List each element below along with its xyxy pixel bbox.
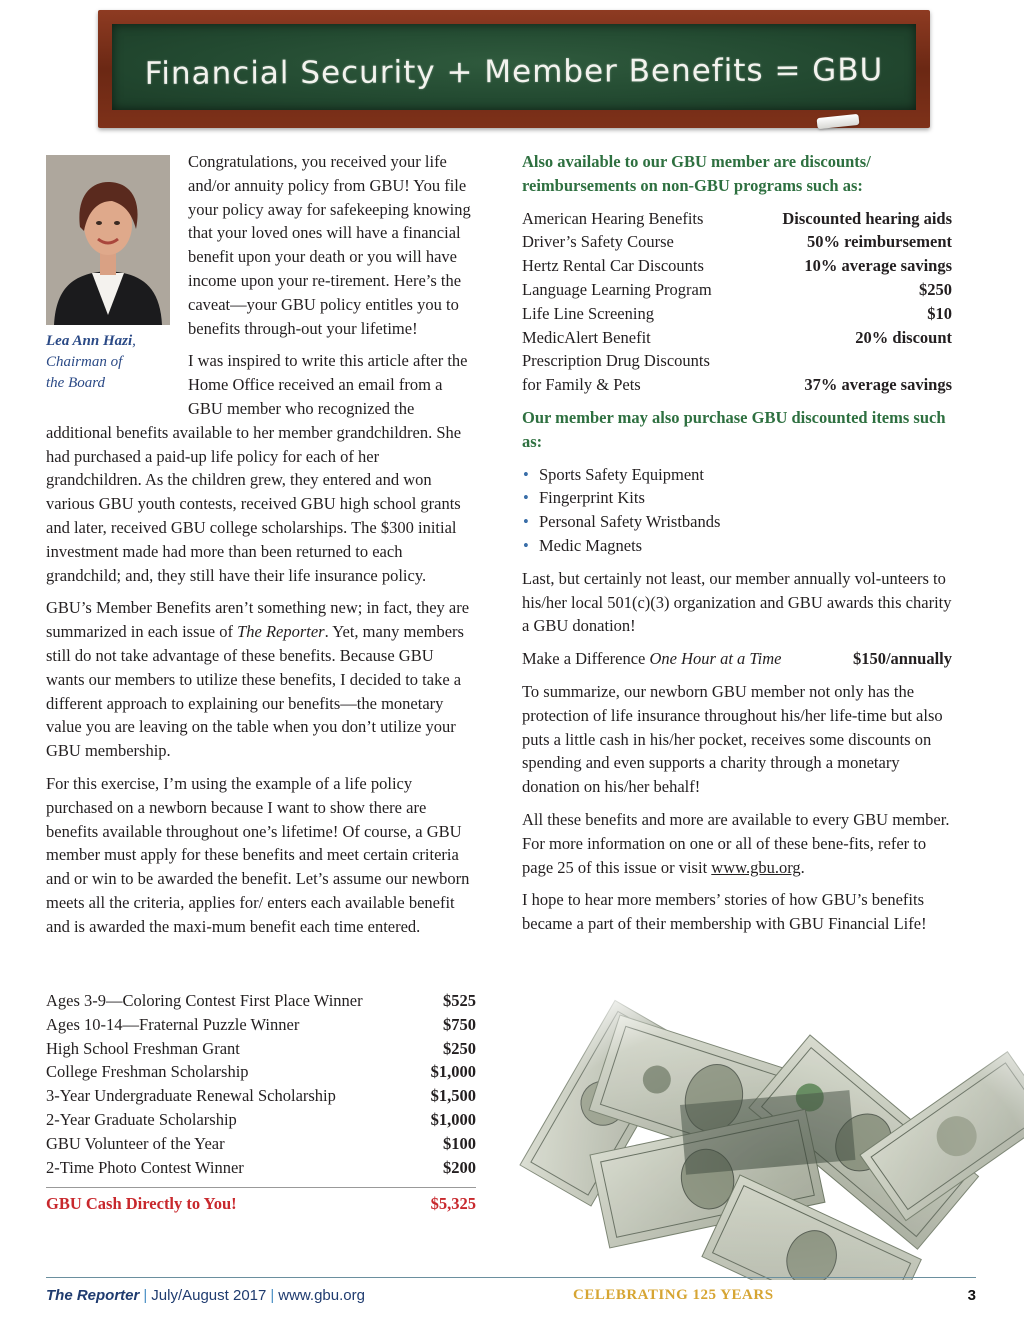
discount-value: Discounted hearing aids	[782, 208, 952, 228]
discount-value: 37% average savings	[804, 375, 952, 395]
award-row	[46, 989, 476, 1013]
discount-row	[522, 326, 952, 350]
closing-paragraph: I hope to hear more members’ stories of how GBU’s benefits became a part of their membership with GBU Financial Life!	[522, 890, 927, 934]
award-total-amount: $5,325	[430, 1194, 476, 1214]
list-item	[522, 534, 952, 558]
list-item	[522, 510, 952, 534]
chalkboard-banner	[98, 10, 930, 128]
author-title-line1: Chairman of	[46, 354, 123, 370]
discount-value: 50% reimbursement	[807, 232, 952, 252]
more-info-paragraph	[522, 808, 952, 879]
award-amount: $525	[443, 991, 476, 1010]
left-column	[46, 150, 476, 948]
award-label: 3-Year Undergraduate Renewal Scholarship	[46, 1086, 336, 1106]
footer-separator: |	[270, 1287, 275, 1304]
total-divider	[46, 1187, 476, 1188]
inspiration-paragraph: I was inspired to write this article after the Home Office received an email from a GBU member who recognized the additional benefits available to her member grandchildren. She had purchased a paid-up life policy for each of her grandchildren. As the children grew, they entered and won various GBU youth contests, received GBU high school grants and later, received GBU college scholarships. The $300 initial investment made had more than been returned to each grandchild; and, they still have their life insurance policy.	[46, 351, 468, 585]
award-row	[46, 1060, 476, 1084]
discount-value: $250	[919, 279, 952, 299]
discount-row	[522, 254, 952, 278]
list-item-label: Medic Magnets	[539, 535, 643, 555]
charity-label-text: Make a Difference	[522, 649, 650, 669]
discounts-heading: Also available to our GBU member are discounts/ reimbursements on non-GBU programs such as:	[522, 152, 871, 195]
page-footer	[46, 1287, 976, 1309]
award-label: Ages 3-9—Coloring Contest First Place Winner	[46, 991, 363, 1010]
right-column	[522, 150, 952, 945]
discount-value: $10	[927, 303, 952, 323]
footer-divider	[46, 1277, 976, 1278]
chalkboard-surface	[112, 24, 916, 110]
discount-label: Hertz Rental Car Discounts	[522, 256, 704, 276]
bullet-icon: •	[523, 512, 529, 532]
award-row	[46, 1013, 476, 1037]
more-info-period: .	[800, 857, 805, 877]
discount-label: Prescription Drug Discounts	[522, 351, 710, 371]
discount-row	[522, 230, 952, 254]
member-benefits-paragraph	[46, 596, 476, 763]
more-info-text: All these benefits and more are available to every GBU member. For more information on one or all of these bene-fits, refer to page 25 of this issue or visit	[522, 809, 950, 877]
author-title-line2: the Board	[46, 375, 106, 391]
discount-value: 20% discount	[855, 327, 952, 347]
p3-text-before: GBU’s Member Benefits aren’t something new; in fact, they are summarized in each issue of	[46, 598, 470, 642]
award-label: High School Freshman Grant	[46, 1038, 240, 1058]
website-link[interactable]: www.gbu.org	[711, 857, 801, 877]
award-amount: $1,000	[430, 1062, 476, 1082]
discount-row	[522, 207, 952, 231]
discounted-items-list	[522, 463, 952, 558]
award-amount: $200	[443, 1157, 476, 1177]
award-amount: $1,500	[430, 1086, 476, 1106]
award-row	[46, 1108, 476, 1132]
summary-paragraph: To summarize, our newborn GBU member not only has the protection of life insurance throughout his/her life-time but also puts a little cash in his/her pocket, receives some discounts on spending and even supports a charity through a monetary donation on his/her behalf!	[522, 681, 943, 797]
award-amount: $250	[443, 1038, 476, 1058]
page-title: Financial Security + Member Benefits = GBU	[144, 52, 884, 92]
award-label: College Freshman Scholarship	[46, 1062, 249, 1082]
p3-text-after: . Yet, many members still do not take advantage of these benefits. Because GBU wants our members to utilize these benefits, I decided to take a different approach to explaining our benefits—the monetary value you are leaving on the table when you don’t utilize your GBU membership.	[46, 622, 464, 761]
award-label: 2-Time Photo Contest Winner	[46, 1157, 244, 1177]
charity-value: $150/annually	[852, 649, 952, 669]
footer-issue: July/August 2017	[151, 1287, 267, 1304]
list-item-label: Sports Safety Equipment	[539, 464, 704, 484]
charity-row	[522, 647, 952, 671]
award-row	[46, 1132, 476, 1156]
award-label: 2-Year Graduate Scholarship	[46, 1109, 237, 1129]
footer-celebrating: CELEBRATING 125 YEARS	[573, 1287, 774, 1303]
award-amount: $1,000	[430, 1109, 476, 1129]
discount-label: Driver’s Safety Course	[522, 232, 674, 252]
caption-comma: ,	[132, 333, 136, 349]
bullet-icon: •	[523, 488, 529, 508]
discount-row	[522, 302, 952, 326]
discount-label: for Family & Pets	[522, 375, 641, 395]
award-total-row	[46, 1192, 476, 1216]
bullet-icon: •	[523, 535, 529, 555]
portrait-float-spacer	[46, 150, 188, 412]
discount-label: MedicAlert Benefit	[522, 327, 651, 347]
discount-row	[522, 373, 952, 397]
award-amount: $750	[443, 1014, 476, 1034]
award-row	[46, 1037, 476, 1061]
award-label: Ages 10-14—Fraternal Puzzle Winner	[46, 1014, 300, 1034]
award-row	[46, 1084, 476, 1108]
discount-label: Life Line Screening	[522, 303, 654, 323]
award-amount: $100	[443, 1133, 476, 1153]
exercise-paragraph: For this exercise, I’m using the example of a life policy purchased on a newborn because I want to show there are benefits available throughout one’s lifetime! Of course, a GBU member must apply for these benefits and meet certain criteria and or win to be awarded the benefit. Let’s assume our newborn meets all the criteria, applies for/ enters each available benefit and is awarded the maxi-mum benefit each time entered.	[46, 773, 470, 936]
list-item	[522, 486, 952, 510]
award-total-label: GBU Cash Directly to You!	[46, 1194, 237, 1214]
award-label: GBU Volunteer of the Year	[46, 1133, 225, 1153]
volunteer-paragraph: Last, but certainly not least, our member annually vol-unteers to his/her local 501(c)(3) organization and GBU awards this charity a GBU donation!	[522, 568, 952, 636]
discounts-list	[522, 207, 952, 397]
award-row	[46, 1156, 476, 1180]
charity-label	[522, 647, 782, 671]
discounted-items-heading: Our member may also purchase GBU discounted items such as:	[522, 407, 946, 451]
discount-label: Language Learning Program	[522, 279, 712, 299]
footer-separator: |	[143, 1287, 148, 1304]
intro-paragraph: Congratulations, you received your life and/or annuity policy from GBU! You file your policy away for safekeeping knowing that your loved ones will have a financial benefit upon your death or you will have income upon your re-tirement. Here’s the caveat—your GBU policy entitles you to benefits through-out your lifetime!	[188, 152, 471, 338]
money-image	[480, 955, 1024, 1280]
discount-value: 10% average savings	[804, 256, 952, 276]
discount-row	[522, 278, 952, 302]
author-name: Lea Ann Hazi	[46, 333, 133, 349]
list-item	[522, 463, 952, 487]
discount-label: American Hearing Benefits	[522, 208, 704, 228]
list-item-label: Personal Safety Wristbands	[539, 512, 721, 532]
discount-row	[522, 349, 952, 373]
footer-publication: The Reporter	[46, 1287, 140, 1304]
publication-name-inline: The Reporter	[237, 622, 325, 642]
awards-table	[46, 989, 476, 1216]
footer-website[interactable]: www.gbu.org	[278, 1287, 365, 1304]
page-number: 3	[967, 1287, 976, 1304]
bullet-icon: •	[523, 464, 529, 484]
charity-program-name: One Hour at a Time	[649, 649, 782, 669]
list-item-label: Fingerprint Kits	[539, 488, 645, 508]
